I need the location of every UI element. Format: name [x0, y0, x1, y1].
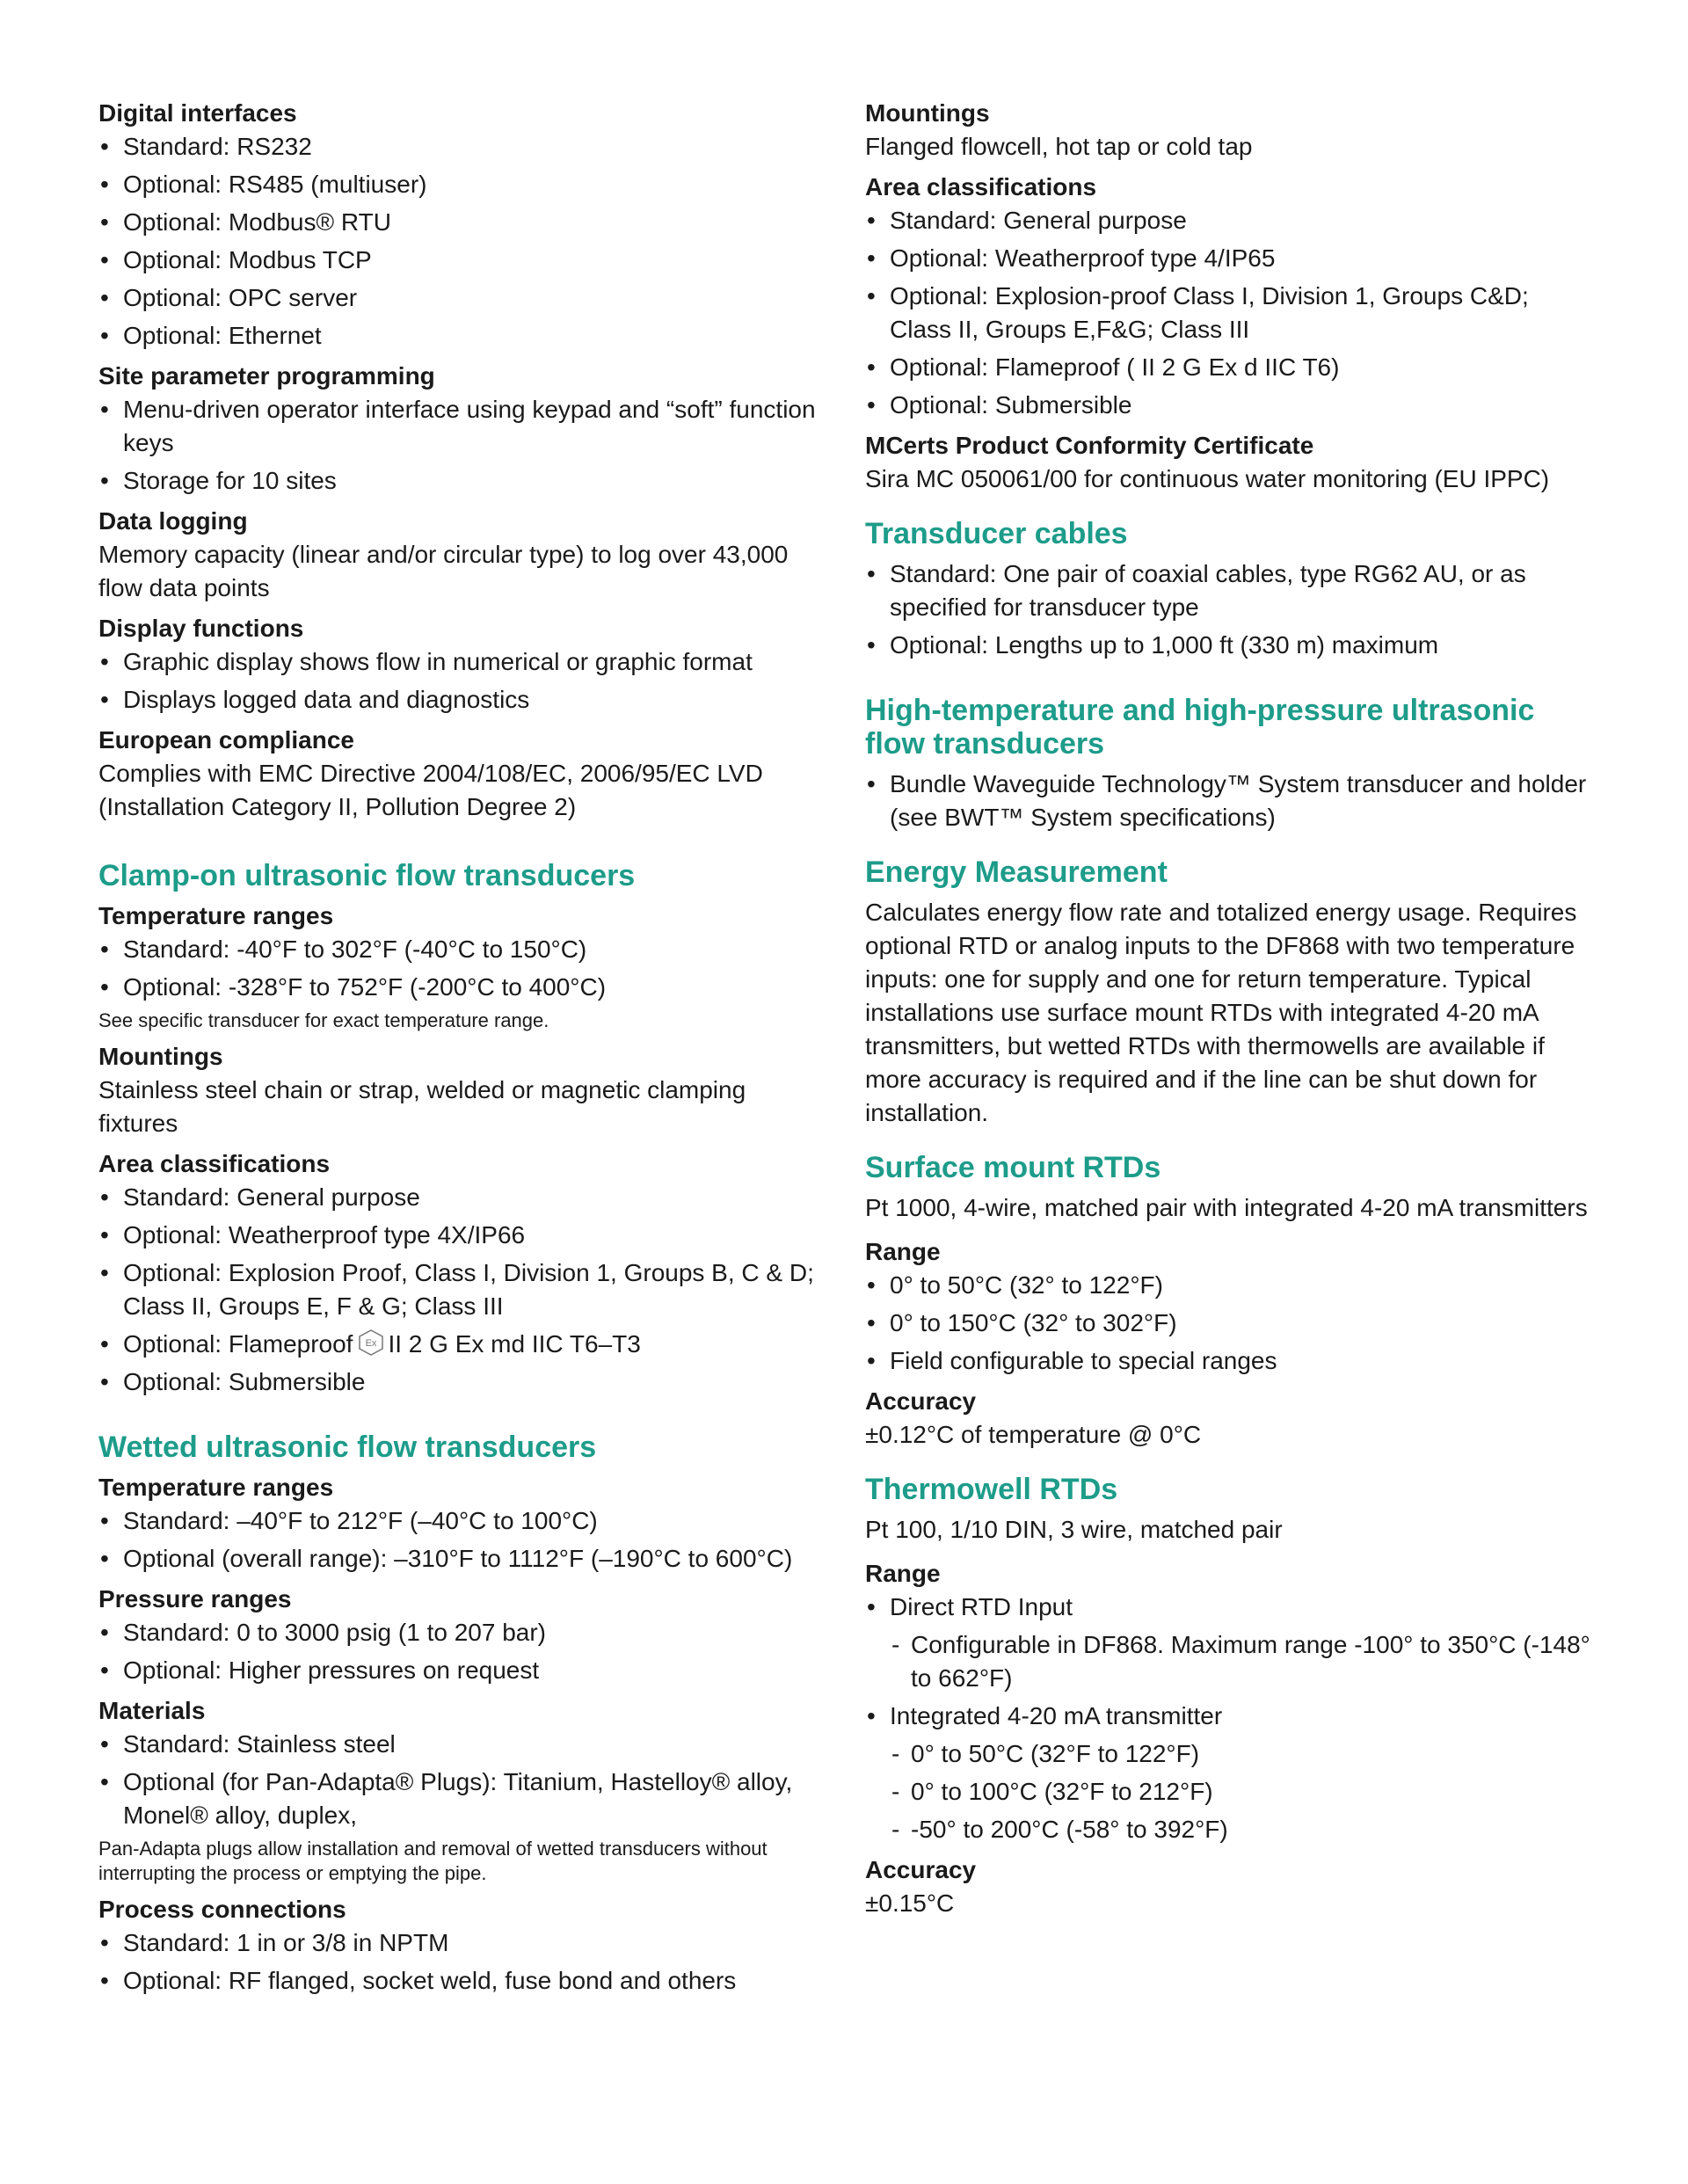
wetted-temperature-label: Temperature ranges [98, 1474, 334, 1501]
list-item: • Optional (for Pan-Adapta® Plugs): Titanium, Hastelloy® alloy, Monel® alloy, duplex, [98, 1765, 819, 1832]
list-item: • Displays logged data and diagnostics [98, 683, 819, 717]
sub-list-item: - Configurable in DF868. Maximum range -100° to 350°C (-148° to 662°F) [890, 1628, 1595, 1695]
surface-rtds-text: Pt 1000, 4-wire, matched pair with integrated 4-20 mA transmitters [865, 1194, 1588, 1221]
list-item: • Optional: Weatherproof type 4/IP65 [865, 242, 1595, 275]
list-item: • Optional: Modbus TCP [98, 244, 819, 277]
thermowell-rtds-text: Pt 100, 1/10 DIN, 3 wire, matched pair [865, 1516, 1283, 1543]
list-item [865, 1591, 1595, 1695]
wetted-materials-list [98, 1728, 819, 1832]
thermowell-range-list [865, 1591, 1595, 1846]
list-item: • Menu-driven operator interface using keypad and “soft” function keys [98, 393, 819, 460]
surface-accuracy-label: Accuracy [865, 1387, 977, 1415]
wetted-pressure-block [98, 1583, 819, 1687]
flameproof-prefix: Optional: Flameproof [123, 1330, 353, 1358]
list-item: • Standard: -40°F to 302°F (-40°C to 150°C) [98, 933, 819, 966]
mountings-block [865, 97, 1595, 164]
european-compliance-block [98, 724, 819, 824]
list-item: • Optional: RF flanged, socket weld, fuse bond and others [98, 1964, 819, 1998]
energy-text: Calculates energy flow rate and totalized energy usage. Requires optional RTD or analog inputs to the DF868 with two temperature inputs: one for supply and one for return temperature. Typical installations use surface mount RTDs with integrated 4-20 mA transmitters, but wetted RTDs with thermowells are available if more accuracy is required and if the line can be shut down for installation. [865, 899, 1577, 1126]
clamp-on-section-title: Clamp-on ultrasonic flow transducers [98, 859, 636, 892]
clamp-on-temperature-note: See specific transducer for exact temperature range. [98, 1009, 549, 1031]
clamp-on-mountings-text: Stainless steel chain or strap, welded or magnetic clamping fixtures [98, 1076, 746, 1137]
clamp-on-area-list [98, 1181, 819, 1399]
data-logging-block [98, 505, 819, 605]
list-item: • Optional: -328°F to 752°F (-200°C to 400°C) [98, 971, 819, 1004]
list-item: • Optional (overall range): –310°F to 1112°F (–190°C to 600°C) [98, 1542, 819, 1576]
list-item: • Field configurable to special ranges [865, 1344, 1595, 1378]
wetted-materials-block [98, 1694, 819, 1886]
clamp-on-temperature-block [98, 899, 819, 1033]
mountings-label: Mountings [865, 99, 990, 127]
digital-interfaces-label: Digital interfaces [98, 99, 297, 127]
flameproof-suffix: II 2 G Ex md IIC T6–T3 [388, 1330, 641, 1358]
list-item [865, 1700, 1595, 1846]
list-item: • Standard: One pair of coaxial cables, type RG62 AU, or as specified for transducer type [865, 557, 1595, 624]
surface-range-label: Range [865, 1238, 941, 1265]
list-item: • Optional: RS485 (multiuser) [98, 168, 819, 201]
site-parameter-label: Site parameter programming [98, 362, 435, 389]
list-item: • Storage for 10 sites [98, 464, 819, 498]
thermowell-range-label: Range [865, 1560, 941, 1587]
thermowell-accuracy-label: Accuracy [865, 1856, 977, 1883]
direct-rtd-sublist [890, 1628, 1595, 1695]
list-item: • Graphic display shows flow in numerical or graphic format [98, 645, 819, 679]
wetted-section-title: Wetted ultrasonic flow transducers [98, 1431, 597, 1464]
mountings-text: Flanged flowcell, hot tap or cold tap [865, 133, 1253, 160]
wetted-process-list [98, 1926, 819, 1998]
list-item: • Optional: Modbus® RTU [98, 206, 819, 239]
list-item: • Standard: RS232 [98, 130, 819, 164]
thermowell-range-block [865, 1557, 1595, 1846]
surface-accuracy-text: ±0.12°C of temperature @ 0°C [865, 1421, 1202, 1448]
transducer-cables-title: Transducer cables [865, 517, 1128, 550]
area-label: Area classifications [865, 173, 1097, 200]
sub-list-item: - -50° to 200°C (-58° to 392°F) [890, 1813, 1595, 1846]
site-parameter-list [98, 393, 819, 498]
wetted-process-label: Process connections [98, 1896, 346, 1923]
clamp-on-area-block [98, 1147, 819, 1399]
clamp-on-temperature-label: Temperature ranges [98, 902, 334, 929]
surface-range-list [865, 1269, 1595, 1378]
wetted-process-block [98, 1893, 819, 1998]
thermowell-accuracy-text: ±0.15°C [865, 1889, 955, 1917]
list-item-flameproof [98, 1328, 819, 1361]
clamp-on-mountings-block [98, 1040, 819, 1140]
list-item: • Optional: OPC server [98, 281, 819, 315]
clamp-on-mountings-label: Mountings [98, 1043, 223, 1070]
surface-range-block [865, 1235, 1595, 1378]
site-parameter-block [98, 360, 819, 498]
list-item: • Optional: Ethernet [98, 319, 819, 353]
display-functions-block [98, 612, 819, 717]
list-item: • Optional: Weatherproof type 4X/IP66 [98, 1219, 819, 1252]
mcerts-label: MCerts Product Conformity Certificate [865, 432, 1314, 459]
sub-list-item: - 0° to 50°C (32°F to 122°F) [890, 1737, 1595, 1771]
surface-accuracy-block [865, 1385, 1595, 1452]
thermowell-rtds-title: Thermowell RTDs [865, 1473, 1118, 1506]
high-temp-list [865, 768, 1595, 834]
energy-title: Energy Measurement [865, 855, 1168, 889]
integrated-transmitter-label: Integrated 4-20 mA transmitter [890, 1702, 1223, 1729]
right-column [865, 97, 1595, 1927]
list-item: • Bundle Waveguide Technology™ System transducer and holder (see BWT™ System specifications) [865, 768, 1595, 834]
wetted-temperature-list [98, 1504, 819, 1576]
ex-hexagon-icon [358, 1329, 384, 1356]
data-logging-label: Data logging [98, 507, 248, 535]
list-item: • Optional: Explosion Proof, Class I, Division 1, Groups B, C & D; Class II, Groups E, F & G; Class III [98, 1256, 819, 1323]
list-item: • Standard: 1 in or 3/8 in NPTM [98, 1926, 819, 1960]
list-item: • Standard: –40°F to 212°F (–40°C to 100°C) [98, 1504, 819, 1538]
wetted-materials-note: Pan-Adapta plugs allow installation and removal of wetted transducers without interrupting the process or emptying the pipe. [98, 1838, 768, 1884]
area-list [865, 204, 1595, 422]
mcerts-block [865, 429, 1595, 496]
list-item: • Optional: Submersible [98, 1365, 819, 1399]
ex-hexagon-label: Ex [366, 1338, 377, 1349]
wetted-pressure-list [98, 1616, 819, 1687]
integrated-transmitter-sublist [890, 1737, 1595, 1846]
mcerts-text: Sira MC 050061/00 for continuous water monitoring (EU IPPC) [865, 465, 1550, 492]
clamp-on-temperature-list [98, 933, 819, 1004]
wetted-pressure-label: Pressure ranges [98, 1585, 292, 1613]
area-block [865, 171, 1595, 422]
left-column [98, 97, 819, 2005]
digital-interfaces-list [98, 130, 819, 353]
data-logging-text: Memory capacity (linear and/or circular type) to log over 43,000 flow data points [98, 541, 789, 601]
european-compliance-label: European compliance [98, 726, 354, 753]
list-item: • Optional: Flameproof ( II 2 G Ex d IIC T6) [865, 351, 1595, 384]
list-item: • Optional: Submersible [865, 389, 1595, 422]
list-item: • Standard: Stainless steel [98, 1728, 819, 1761]
digital-interfaces-block [98, 97, 819, 353]
list-item: • Optional: Lengths up to 1,000 ft (330 m) maximum [865, 629, 1595, 662]
sub-list-item: - 0° to 100°C (32°F to 212°F) [890, 1775, 1595, 1809]
direct-rtd-label: Direct RTD Input [890, 1593, 1073, 1620]
list-item: • Standard: General purpose [98, 1181, 819, 1214]
clamp-on-area-label: Area classifications [98, 1150, 331, 1177]
surface-rtds-title: Surface mount RTDs [865, 1151, 1161, 1184]
transducer-cables-list [865, 557, 1595, 662]
display-functions-label: Display functions [98, 615, 304, 642]
list-item: • 0° to 150°C (32° to 302°F) [865, 1307, 1595, 1340]
european-compliance-text: Complies with EMC Directive 2004/108/EC, 2006/95/EC LVD (Installation Category II, Pollution Degree 2) [98, 760, 763, 820]
wetted-temperature-block [98, 1471, 819, 1576]
high-temp-title: High-temperature and high-pressure ultrasonic flow transducers [865, 694, 1535, 761]
list-item: • Optional: Higher pressures on request [98, 1654, 819, 1687]
list-item: • Standard: General purpose [865, 204, 1595, 237]
list-item: • 0° to 50°C (32° to 122°F) [865, 1269, 1595, 1302]
thermowell-accuracy-block [865, 1853, 1595, 1920]
wetted-materials-label: Materials [98, 1697, 206, 1724]
list-item: • Standard: 0 to 3000 psig (1 to 207 bar) [98, 1616, 819, 1649]
display-functions-list [98, 645, 819, 717]
list-item: • Optional: Explosion-proof Class I, Division 1, Groups C&D; Class II, Groups E,F&G; Class III [865, 280, 1595, 346]
